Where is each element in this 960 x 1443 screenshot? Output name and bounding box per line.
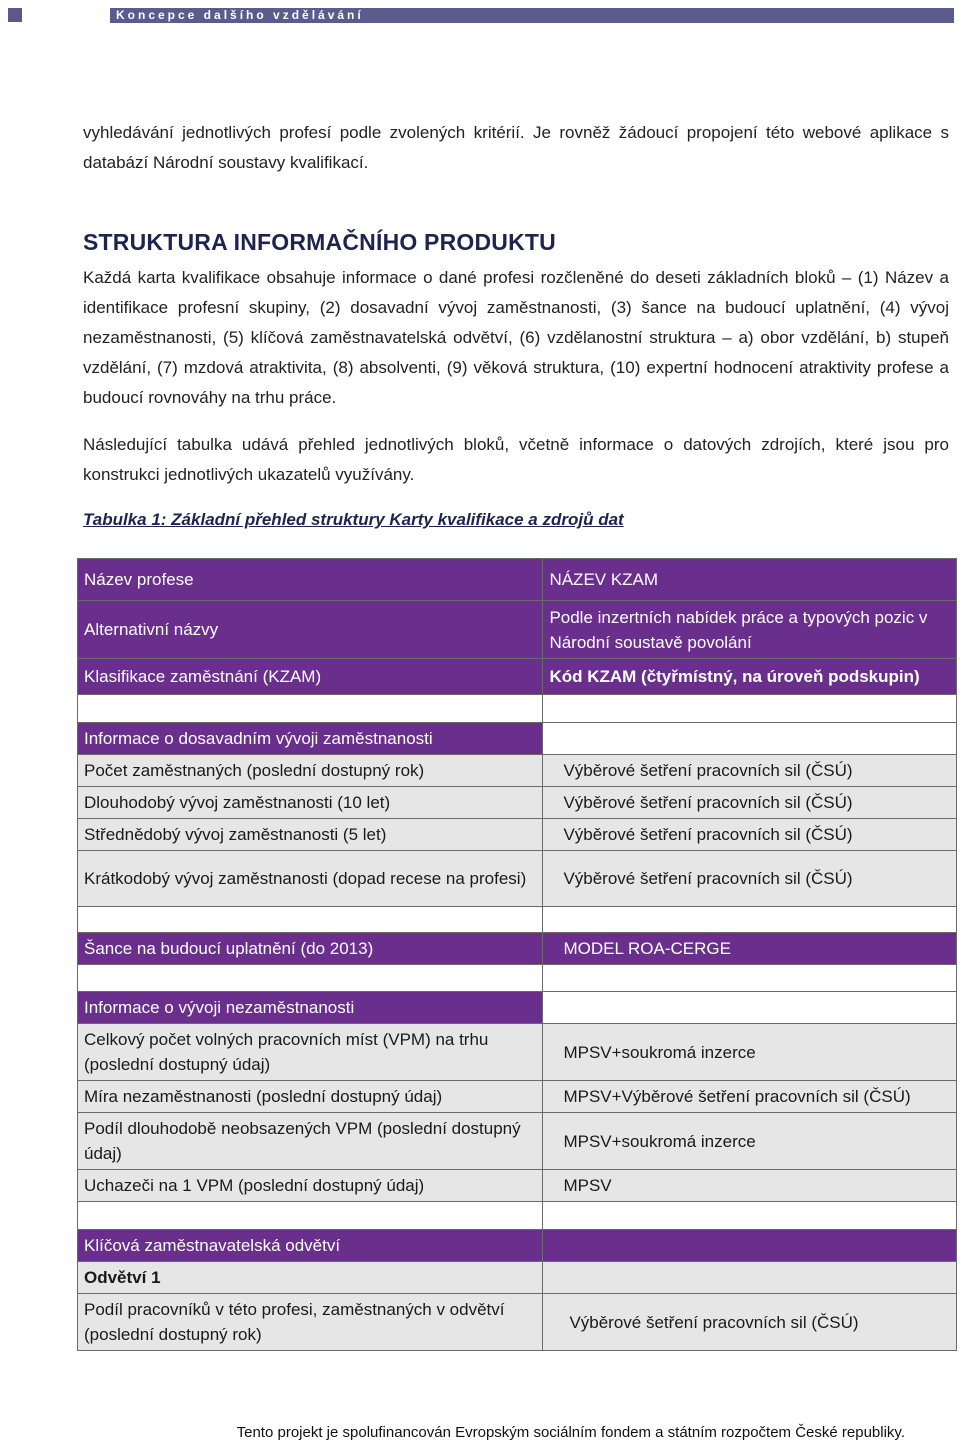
intro-paragraph: vyhledávání jednotlivých profesí podle zvolených kritérií. Je rovněž žádoucí propojení této webové aplikace s databází Národní soustavy kvalifikací. xyxy=(83,123,949,172)
table-row xyxy=(78,601,957,659)
table-row xyxy=(78,1081,957,1113)
table-cell: Střednědobý vývoj zaměstnanosti (5 let) xyxy=(78,819,543,851)
table-cell: Počet zaměstnaných (poslední dostupný rok) xyxy=(78,755,543,787)
table-cell: Podíl dlouhodobě neobsazených VPM (poslední dostupný údaj) xyxy=(78,1113,543,1170)
table-cell: Výběrové šetření pracovních sil (ČSÚ) xyxy=(543,851,957,907)
table-cell: Celkový počet volných pracovních míst (VPM) na trhu (poslední dostupný údaj) xyxy=(78,1024,543,1081)
table-cell: MPSV+Výběrové šetření pracovních sil (ČSÚ) xyxy=(543,1081,957,1113)
table-cell xyxy=(543,1230,957,1262)
table-cell xyxy=(543,723,957,755)
table-cell: Alternativní názvy xyxy=(78,601,543,659)
table-caption: Tabulka 1: Základní přehled struktury Karty kvalifikace a zdrojů dat xyxy=(83,510,624,529)
table-cell xyxy=(543,1262,957,1294)
table-row xyxy=(78,1294,957,1351)
table-row xyxy=(78,1262,957,1294)
table-spacer-row xyxy=(78,695,957,723)
header-title: Koncepce dalšího vzdělávání xyxy=(110,8,954,23)
table-cell: NÁZEV KZAM xyxy=(543,559,957,601)
table-cell: MODEL ROA-CERGE xyxy=(543,933,957,965)
table-cell: Krátkodobý vývoj zaměstnanosti (dopad recese na profesi) xyxy=(78,851,543,907)
table-cell: Podíl pracovníků v této profesi, zaměstnaných v odvětví (poslední dostupný rok) xyxy=(78,1294,543,1351)
page-footer: Tento projekt je spolufinancován Evropským sociálním fondem a státním rozpočtem České republiky. xyxy=(236,1424,905,1441)
table-row xyxy=(78,851,957,907)
table-row xyxy=(78,755,957,787)
table-cell: Šance na budoucí uplatnění (do 2013) xyxy=(78,933,543,965)
table-spacer-row xyxy=(78,965,957,992)
table-cell: Název profese xyxy=(78,559,543,601)
table-row xyxy=(78,1024,957,1081)
table-row xyxy=(78,933,957,965)
table-cell: Uchazeči na 1 VPM (poslední dostupný údaj) xyxy=(78,1170,543,1202)
paragraph-blocks: Každá karta kvalifikace obsahuje informace o dané profesi rozčleněné do deseti základních bloků – (1) Název a identifikace profesní skupiny, (2) dosavadní vývoj zaměstnanosti, (3) šance na budoucí uplatnění, (4) vývoj nezaměstnanosti, (5) klíčová zaměstnavatelská odvětví, (6) vzdělanostní struktura – a) obor vzdělání, b) stupeň vzdělání, (7) mzdová atraktivita, (8) absolventi, (9) věková struktura, (10) expertní hodnocení atraktivity profese a budoucí rovnováhy na trhu práce. xyxy=(83,268,949,407)
table-cell: Podle inzertních nabídek práce a typových pozic v Národní soustavě povolání xyxy=(543,601,957,659)
table-cell: Klíčová zaměstnavatelská odvětví xyxy=(78,1230,543,1262)
table-row xyxy=(78,819,957,851)
table-cell: Výběrové šetření pracovních sil (ČSÚ) xyxy=(543,1294,957,1351)
table-row xyxy=(78,659,957,695)
table-cell: Informace o dosavadním vývoji zaměstnanosti xyxy=(78,723,543,755)
table-spacer-row xyxy=(78,1202,957,1230)
table-cell: Výběrové šetření pracovních sil (ČSÚ) xyxy=(543,819,957,851)
section-title: STRUKTURA INFORMAČNÍHO PRODUKTU xyxy=(83,229,556,255)
table-cell: Výběrové šetření pracovních sil (ČSÚ) xyxy=(543,787,957,819)
table-cell xyxy=(543,992,957,1024)
table-row xyxy=(78,559,957,601)
table-row xyxy=(78,1113,957,1170)
table-row xyxy=(78,723,957,755)
table-cell: Klasifikace zaměstnání (KZAM) xyxy=(78,659,543,695)
table-cell: MPSV+soukromá inzerce xyxy=(543,1113,957,1170)
structure-table xyxy=(77,558,957,1351)
table-cell: Informace o vývoji nezaměstnanosti xyxy=(78,992,543,1024)
table-row xyxy=(78,1230,957,1262)
table-cell: Dlouhodobý vývoj zaměstnanosti (10 let) xyxy=(78,787,543,819)
paragraph-table-intro: Následující tabulka udává přehled jednotlivých bloků, včetně informace o datových zdrojích, které jsou pro konstrukci jednotlivých ukazatelů využívány. xyxy=(83,435,949,484)
table-spacer-row xyxy=(78,907,957,933)
table-cell: MPSV xyxy=(543,1170,957,1202)
header-logo-square xyxy=(8,8,22,22)
table-cell: MPSV+soukromá inzerce xyxy=(543,1024,957,1081)
table-row xyxy=(78,992,957,1024)
table-row xyxy=(78,1170,957,1202)
table-cell: Kód KZAM (čtyřmístný, na úroveň podskupin) xyxy=(543,659,957,695)
table-cell: Míra nezaměstnanosti (poslední dostupný údaj) xyxy=(78,1081,543,1113)
table-row xyxy=(78,787,957,819)
table-cell: Výběrové šetření pracovních sil (ČSÚ) xyxy=(543,755,957,787)
table-cell: Odvětví 1 xyxy=(78,1262,543,1294)
